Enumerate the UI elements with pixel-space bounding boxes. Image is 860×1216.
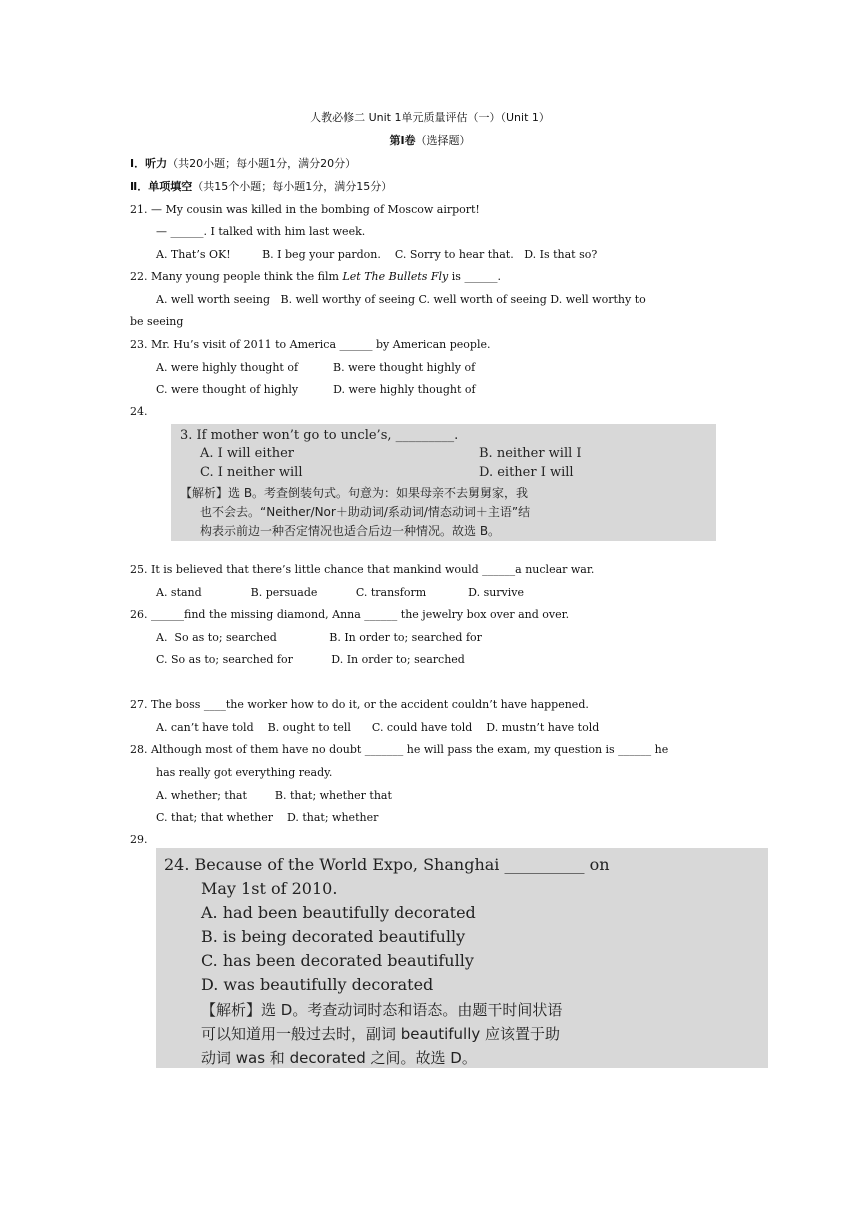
scan-option-b: B. is being decorated beautifully	[201, 927, 466, 946]
question-23-stem: 23. Mr. Hu’s visit of 2011 to America ______ by American people.	[130, 338, 491, 351]
question-28-options-1: A. whether; that B. that; whether that	[156, 789, 392, 802]
question-27-stem: 27. The boss ____the worker how to do it, or the accident couldn’t have happened.	[130, 698, 589, 711]
question-21-stem: 21. — My cousin was killed in the bombing of Moscow airport!	[130, 203, 480, 216]
question-28-stem-cont: has really got everything ready.	[156, 766, 333, 779]
question-28-options-2: C. that; that whether D. that; whether	[156, 811, 379, 824]
section-single-choice	[130, 180, 392, 194]
question-26-options-2: C. So as to; searched for D. In order to; searched	[156, 653, 465, 666]
section-number: Ⅰ．	[130, 157, 146, 170]
question-23-options-2: C. were thought of highly D. were highly thought of	[156, 383, 476, 396]
volume-note: （选择题）	[415, 134, 471, 147]
question-27-options: A. can’t have told B. ought to tell C. could have told D. mustn’t have told	[156, 721, 600, 734]
scan-stem: 3. If mother won’t go to uncle’s, _________.	[180, 428, 459, 443]
section-note: （共15个小题；每小题1分，满分15分）	[192, 180, 393, 193]
section-listening	[130, 157, 356, 171]
scan-option-a: A. had been beautifully decorated	[201, 903, 476, 922]
volume-title: 第Ⅰ卷	[389, 134, 416, 147]
scan-analysis-line-2: 也不会去。“Neither/Nor＋助动词/系动词/情态动词＋主语”结	[200, 505, 531, 519]
section-number: Ⅱ．	[130, 180, 149, 193]
scan-analysis-line-1: 【解析】选 D。考查动词时态和语态。由题干时间状语	[201, 1001, 563, 1019]
scan-analysis-line-3: 构表示前边一种否定情况也适合后边一种情况。故选 B。	[200, 524, 501, 538]
scan-option-c: C. has been decorated beautifully	[201, 951, 474, 970]
question-25-options: A. stand B. persuade C. transform D. survive	[156, 586, 525, 599]
question-22-stem: 22. Many young people think the film Let The Bullets Fly is ______.	[130, 270, 501, 283]
question-22-options-cont: be seeing	[130, 315, 184, 328]
question-23-options-1: A. were highly thought of B. were thought highly of	[156, 361, 476, 374]
scan-stem-line-1: 24. Because of the World Expo, Shanghai __________ on	[164, 855, 610, 874]
question-24-scanned-image	[171, 424, 716, 541]
scan-option-c: C. I neither will	[200, 465, 303, 480]
question-21-options: A. That’s OK! B. I beg your pardon. C. Sorry to hear that. D. Is that so?	[156, 248, 598, 261]
volume-heading	[0, 134, 860, 148]
question-29-scanned-image	[156, 848, 768, 1068]
question-22-options: A. well worth seeing B. well worthy of seeing C. well worth of seeing D. well worthy to	[156, 293, 646, 306]
question-26-stem: 26. ______find the missing diamond, Anna ______ the jewelry box over and over.	[130, 608, 570, 621]
question-29-number: 29.	[130, 833, 148, 846]
question-21-reply: — ______. I talked with him last week.	[156, 225, 366, 238]
section-name: 单项填空	[148, 180, 193, 193]
scan-option-d: D. either I will	[479, 465, 574, 480]
question-28-stem: 28. Although most of them have no doubt _______ he will pass the exam, my question is ______ he	[130, 743, 669, 756]
scan-option-d: D. was beautifully decorated	[201, 975, 434, 994]
document-title: 人教必修二 Unit 1单元质量评估（一）（Unit 1）	[310, 111, 550, 124]
scan-analysis-line-2: 可以知道用一般过去时，副词 beautifully 应该置于助	[201, 1025, 561, 1043]
section-note: （共20小题；每小题1分，满分20分）	[167, 157, 357, 170]
scan-option-b: B. neither will I	[479, 446, 582, 461]
film-title: Let The Bullets Fly	[342, 270, 449, 283]
section-name: 听力	[145, 157, 168, 170]
scan-option-a: A. I will either	[200, 446, 295, 461]
question-26-options-1: A. So as to; searched B. In order to; searched for	[156, 631, 482, 644]
question-25-stem: 25. It is believed that there’s little chance that mankind would ______a nuclear war.	[130, 563, 595, 576]
question-24-number: 24.	[130, 405, 148, 418]
scan-analysis-line-1: 【解析】选 B。考查倒装句式。句意为：如果母亲不去舅舅家，我	[180, 486, 529, 500]
scan-analysis-line-3: 动词 was 和 decorated 之间。故选 D。	[201, 1049, 477, 1067]
scan-stem-line-2: May 1st of 2010.	[201, 879, 338, 898]
